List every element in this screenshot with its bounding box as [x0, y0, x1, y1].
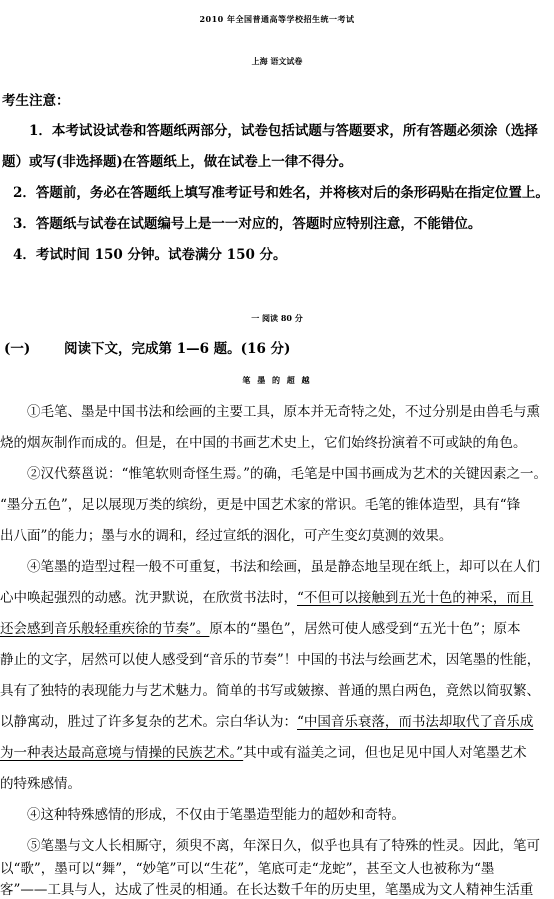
exam-subtitle: 上海 语文试卷 [251, 56, 303, 66]
paragraph-1-line-2: 烧的烟灰制作而成的。但是，在中国的书画艺术史上，它们始终扮演着不可或缺的角色。 [0, 435, 527, 451]
paragraph-2-line-3: 出八面”的能力；墨与水的调和，经过宣纸的洇化，可产生变幻莫测的效果。 [0, 528, 453, 544]
section-heading: 一 阅读 80 分 [251, 313, 303, 323]
paragraph-3-line-3-text: 原本的“墨色”，居然可使人感受到“五光十色”；原本 [209, 621, 521, 637]
notice-item-4: 4．考试时间 150 分钟。试卷满分 150 分。 [13, 247, 287, 263]
section-part-label: (一) [4, 341, 31, 357]
notice-item-1-line-1: 1．本考试设试卷和答题纸两部分，试卷包括试题与答题要求，所有答题必须涂（选择 [29, 123, 538, 139]
paragraph-3-line-6-text: 以静寓动，胜过了许多复杂的艺术。宗白华认为： [0, 714, 297, 730]
paragraph-3-line-8: 的特殊感情。 [0, 776, 81, 792]
underlined-quote-zong: “中国音乐衰落，而书法却取代了音乐成 [297, 714, 534, 730]
paragraph-2-line-2: “墨分五色”，足以展现万类的缤纷，更是中国艺术家的常识。毛笔的锥体造型，具有“锋 [0, 497, 521, 513]
paragraph-3-line-5: 具有了独特的表现能力与艺术魅力。简单的书写或皴擦、普通的黑白两色，竟然以简驭繁、 [0, 683, 540, 699]
paragraph-3-line-2-text: 心中唤起强烈的动感。沈尹默说，在欣赏书法时， [0, 590, 297, 606]
paragraph-5-line-2: 以“歌”，墨可以“舞”，“妙笔”可以“生花”，笔底可走“龙蛇”，甚至文人也被称为“墨 [0, 861, 495, 877]
paragraph-5-line-3: 客”——工具与人，达成了性灵的相通。在长达数千年的历史里，笔墨成为文人精神生活重 [0, 882, 534, 898]
paragraph-5-line-1: ⑤笔墨与文人长相厮守，须臾不离，年深日久，似乎也具有了特殊的性灵。因此，笔可 [27, 838, 540, 854]
article-title: 笔 墨 的 超 越 [242, 375, 312, 385]
paragraph-3-line-2 [0, 589, 533, 607]
notice-item-2: 2．答题前，务必在答题纸上填写准考证号和姓名，并将核对后的条形码贴在指定位置上。 [13, 185, 549, 201]
paragraph-3-line-1: ④笔墨的造型过程一般不可重复，书法和绘画，虽是静态地呈现在纸上，却可以在人们 [27, 559, 540, 575]
paragraph-3-line-3 [0, 620, 521, 638]
paragraph-3-line-7-text: 其中或有溢美之词，但也足见中国人对笔墨艺术 [243, 745, 527, 761]
paragraph-1-line-1: ①毛笔、墨是中国书法和绘画的主要工具，原本并无奇特之处，不过分别是由兽毛与熏 [27, 404, 540, 420]
notice-heading: 考生注意： [2, 93, 70, 109]
paragraph-2-line-1: ②汉代蔡邕说：“惟笔软则奇怪生焉。”的确，毛笔是中国书画成为艺术的关键因素之一。 [27, 466, 548, 482]
paragraph-3-line-7 [0, 744, 527, 762]
underlined-quote-zong-end: 为一种表达最高意境与情操的民族艺术。” [0, 745, 244, 761]
paragraph-3-line-4: 静止的文字，居然可以使人感受到“音乐的节奏”！中国的书法与绘画艺术，因笔墨的性能， [0, 652, 541, 668]
underlined-quote-shen-end: 还会感到音乐般轻重疾徐的节奏”。 [0, 621, 210, 637]
paragraph-4-line-1: ④这种特殊感情的形成，不仅由于笔墨造型能力的超妙和奇特。 [27, 807, 405, 823]
notice-item-1-line-2: 题）或写(非选择题)在答题纸上，做在试卷上一律不得分。 [2, 154, 353, 170]
underlined-quote-shen: “不但可以接触到五光十色的神采，而且 [297, 590, 534, 606]
notice-item-3: 3．答题纸与试卷在试题编号上是一一对应的，答题时应特别注意，不能错位。 [13, 216, 482, 232]
exam-title: 2010 年全国普通高等学校招生统一考试 [199, 14, 355, 24]
section-instruction: 阅读下文，完成第 1—6 题。(16 分) [64, 341, 291, 357]
paragraph-3-line-6 [0, 713, 533, 731]
